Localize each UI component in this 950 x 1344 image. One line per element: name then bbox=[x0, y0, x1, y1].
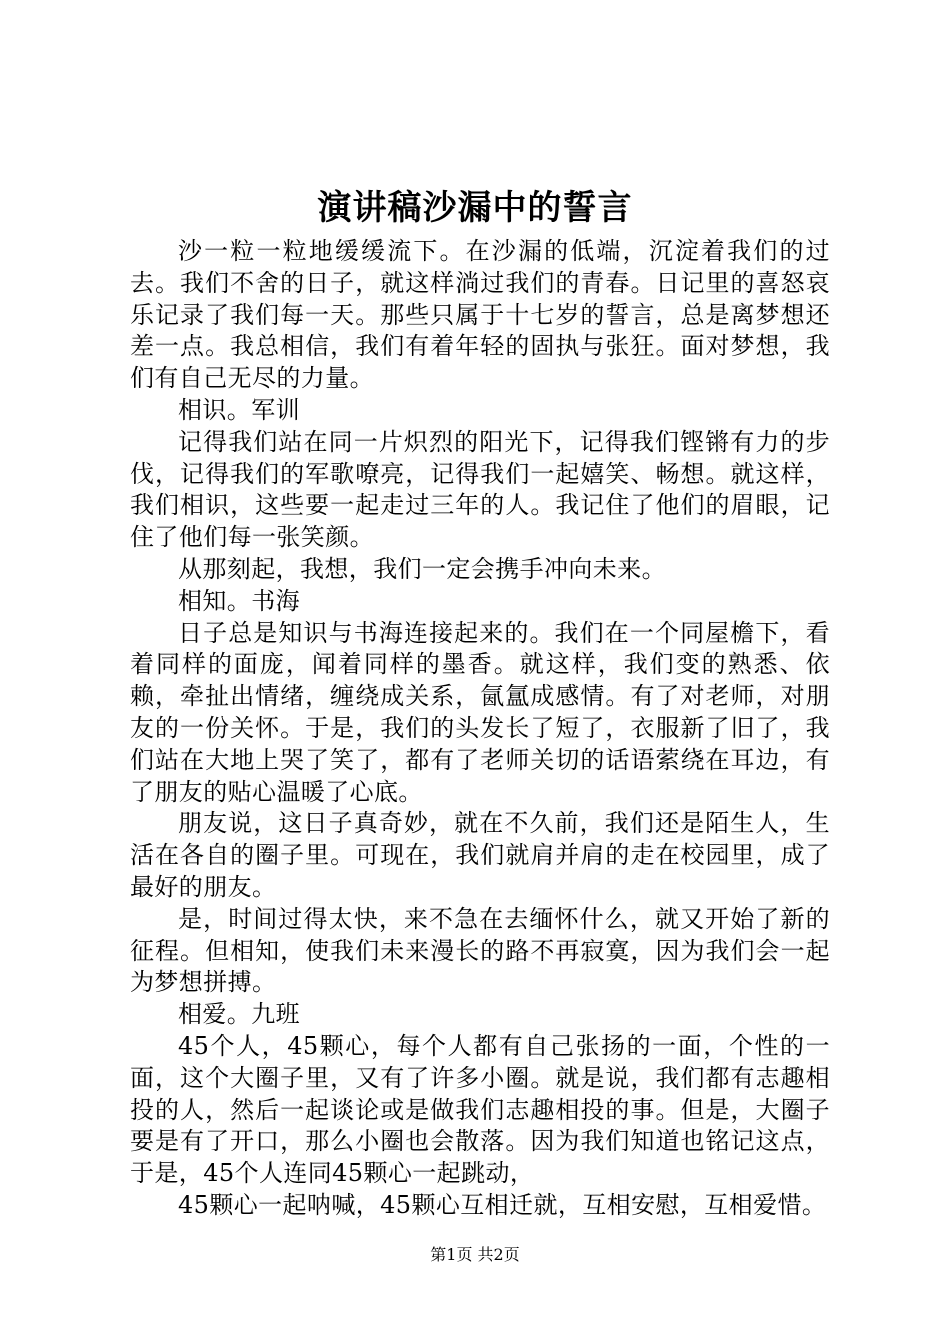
paragraph-future: 从那刻起，我想，我们一定会携手冲向未来。 bbox=[178, 554, 666, 583]
document-body bbox=[130, 236, 830, 1222]
paragraph-hearts: 45颗心一起呐喊，45颗心互相迁就，互相安慰，互相爱惜。 bbox=[178, 1190, 827, 1219]
document-title: 演讲稿沙漏中的誓言 bbox=[317, 188, 633, 228]
paragraph-intro: 沙一粒一粒地缓缓流下。在沙漏的低端，沉淀着我们的过去。我们不舍的日子，就这样淌过我们的青春。日记里的喜怒哀乐记录了我们每一天。那些只属于十七岁的誓言，总是离梦想还差一点。我总相信，我们有着年轻的固执与张狂。面对梦想，我们有自己无尽的力量。 bbox=[130, 237, 830, 393]
page-footer: 第1页 共2页 bbox=[430, 1245, 520, 1264]
paragraph-journey: 是，时间过得太快，来不急在去缅怀什么，就又开始了新的征程。但相知，使我们未来漫长的路不再寂寞，因为我们会一起为梦想拼搏。 bbox=[130, 904, 830, 997]
section-heading-acquaintance: 相识。军训 bbox=[178, 395, 300, 424]
paragraph-friends: 朋友说，这日子真奇妙，就在不久前，我们还是陌生人，生活在各自的圈子里。可现在，我们就肩并肩的走在校园里，成了最好的朋友。 bbox=[130, 809, 830, 901]
paragraph-military-training: 记得我们站在同一片炽烈的阳光下，记得我们铿锵有力的步伐，记得我们的军歌嘹亮，记得我们一起嬉笑、畅想。就这样，我们相识，这些要一起走过三年的人。我记住了他们的眉眼，记住了他们每一张笑颜。 bbox=[130, 427, 830, 552]
paragraph-book-sea: 日子总是知识与书海连接起来的。我们在一个同屋檐下，看着同样的面庞，闻着同样的墨香。就这样，我们变的熟悉、依赖，牵扯出情绪，缠绕成关系，氤氲成感情。有了对老师，对朋友的一份关怀。于是，我们的头发长了短了，衣服新了旧了，我们站在大地上哭了笑了，都有了老师关切的话语萦绕在耳边，有了朋友的贴心温暖了心底。 bbox=[130, 618, 830, 806]
paragraph-class-nine: 45个人，45颗心，每个人都有自己张扬的一面，个性的一面，这个大圈子里，又有了许多小圈。就是说，我们都有志趣相投的人，然后一起谈论或是做我们志趣相投的事。但是，大圈子要是有了开口，那么小圈也会散落。因为我们知道也铭记这点，于是，45个人连同45颗心一起跳动， bbox=[130, 1031, 830, 1188]
section-heading-love: 相爱。九班 bbox=[178, 1000, 300, 1029]
section-heading-understanding: 相知。书海 bbox=[178, 586, 300, 615]
